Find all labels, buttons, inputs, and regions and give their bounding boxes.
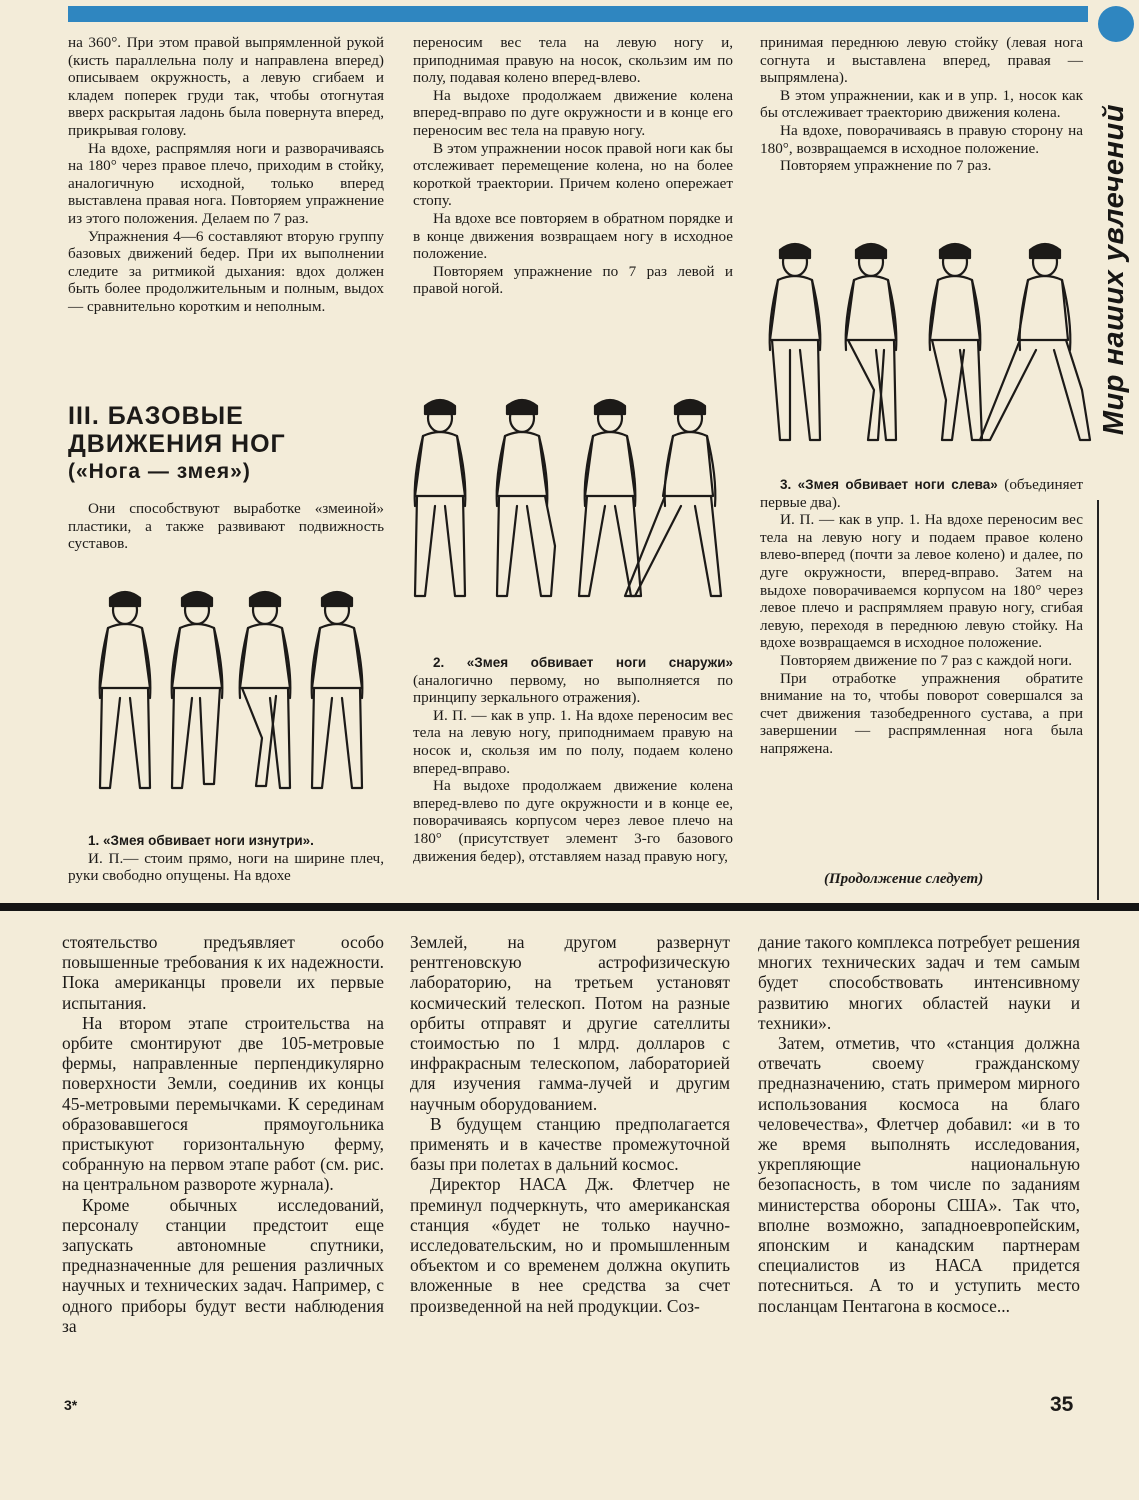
paragraph: В этом упражнении носок правой ноги как бы отслеживает перемещение колена, но на более короткой траектории. Причем колено опережает стопу.: [413, 139, 733, 210]
paragraph: На вдохе, распрямляя ноги и разворачиваясь на 180° через правое плечо, приходим в стойку, аналогичную исходной, только вперед выставлена правая нога. Повторяем упражнение из этого положения. Делаем по 7 раз.: [68, 139, 384, 227]
paragraph: При отработке упражнения обратите внимание на то, чтобы поворот совершался за счет движения тазобедренного сустава, а при завершении — распрямленная нога была напряжена.: [760, 669, 1083, 757]
exercise-1-title: 1. «Змея обвивает ноги изнутри».: [88, 833, 314, 848]
heading-subtitle: («Нога — змея»): [68, 460, 251, 483]
top-color-bar: [68, 6, 1088, 22]
paragraph: И. П. — как в упр. 1. На вдохе переносим вес тела на левую ногу и подаем правое колено влево-вперед (почти за левое колено) и далее, по дуге окружности, вперед-вправо. Затем на выдохе поворачиваемся корпусом на 180° через левое плечо и распрямляем правую ногу, сгибая левую, переходя в переднюю левую стойку. На вдохе возвращаемся в исходное положение.: [760, 511, 1083, 652]
figure-person-icon: [846, 244, 897, 440]
paragraph: Повторяем упражнение по 7 раз левой и правой ногой.: [413, 262, 733, 298]
continued-note: (Продолжение следует): [824, 871, 984, 887]
paragraph: дание такого комплекса потребует решения многих технических задач и тем самым будет способствовать интенсивному развитию многих областей науки и техники».: [758, 932, 1080, 1033]
heading-line: ДВИЖЕНИЯ НОГ: [68, 430, 286, 458]
paragraph: На втором этапе строительства на орбите смонтируют две 105-метровые фермы, направленные перпендикулярно поверхности Земли, соединив их концы 45-метровыми перемычками. К серединам образовавшегося прямоугольника пристыкуют горизонтальную ферму, собранную на первом этапе работ (см. рис. на центральном развороте журнала).: [62, 1012, 384, 1195]
paragraph: Землей, на другом развернут рентгеновскую астрофизическую лабораторию, на третьем установят космический телескоп. Потом на разные орбиты отправят и другие сателлиты стоимостью по 1 млрд. долларов с инфракрасным телескопом, лабораторией для изучения гамма-лучей и другим научным оборудованием.: [410, 932, 730, 1114]
page-number: 35: [1050, 1393, 1074, 1416]
figure-person-icon: [100, 592, 151, 788]
paragraph: В этом упражнении, как и в упр. 1, носок как бы отслеживает траекторию движения колена.: [760, 86, 1083, 122]
intro-paragraph: Они способствуют выработке «змеиной» пластики, а также развивают подвижность суставов.: [68, 500, 384, 553]
paragraph: Директор НАСА Дж. Флетчер не преминул подчеркнуть, что американская станция «будет не только научно-исследовательским, но и промышленным объектом и со временем должна окупить вложенные в нее средства за счет произведенной на ней продукции. Соз-: [410, 1174, 730, 1316]
exercise-2-title: 2. «Змея обвивает ноги снаружи»: [433, 655, 733, 670]
heading-line: III. БАЗОВЫЕ: [68, 402, 244, 430]
figure-exercise-2: [405, 394, 735, 619]
paragraph: Затем, отметив, что «станция должна отвечать своему гражданскому предназначению, стать примером мирного использования космоса на благо человечества», Флетчер добавил: «и в то же время выполнять исследования, укрепляющие национальную безопасность, в том числе по заданиям министерства обороны США». Так что, вполне возможно, западноевропейским, японским и канадским партнерам специалистов из НАСА придется потесниться. А то и уступить место посланцам Пентагона в космосе...: [758, 1033, 1080, 1316]
exercise-2-subtitle: (аналогично первому, но выполняется по принципу зеркального отражения).: [413, 671, 733, 707]
paragraph: переносим вес тела на левую ногу и, приподнимая правую на носок, скользим им по полу, подавая колено вперед-влево.: [413, 34, 733, 87]
top-column-3-lower: [760, 476, 1083, 758]
paragraph: Повторяем движение по 7 раз с каждой ноги.: [780, 651, 1073, 669]
section-title: Мир наших увлечений: [1097, 104, 1130, 436]
figure-person-icon: [240, 592, 291, 788]
section-circle-marker: [1098, 6, 1134, 42]
exercise-1-caption: [68, 832, 384, 885]
paragraph: Повторяем упражнение по 7 раз.: [780, 157, 992, 175]
section-title-vertical: [1092, 40, 1136, 500]
exercise-3-subtitle: (объединяет первые два).: [760, 476, 1084, 511]
figure-person-icon: [312, 592, 363, 788]
top-column-1: [68, 34, 384, 316]
section-heading: [68, 402, 388, 486]
top-column-3: [760, 34, 1083, 175]
paragraph: На выдохе продолжаем движение колена вперед-вправо по дуге окружности и в конце его переносим вес тела на правую ногу.: [413, 86, 733, 139]
paragraph: На вдохе, поворачиваясь в правую сторону на 180°, возвращаемся в исходное положение.: [760, 121, 1083, 157]
figure-person-icon: [579, 400, 641, 596]
paragraph: на 360°. При этом правой выпрямленной рукой (кисть параллельна полу и направлена вперед) описываем окружность, а левую сгибаем и кладем поперек груди так, чтобы отогнутая вверх раскрытая ладонь была повернута вперед, прикрывая голову.: [68, 34, 384, 139]
figure-person-icon: [172, 592, 223, 788]
figure-person-icon: [497, 400, 555, 596]
paragraph: В будущем станцию предполагается применять и в качестве промежуточной базы при полетах в дальний космос.: [410, 1113, 730, 1175]
paragraph: И. П.— стоим прямо, ноги на ширине плеч, руки свободно опущены. На вдохе: [68, 849, 384, 885]
paragraph: И. П. — как в упр. 1. На вдохе переносим вес тела на левую ногу, приподнимаем правую на носок и, скользя им по полу, подаем колено вперед-вправо.: [413, 706, 733, 777]
figure-person-icon: [415, 400, 466, 596]
bottom-column-2: [410, 932, 730, 1316]
paragraph: На вдохе все повторяем в обратном порядке и в конце движения возвращаем ногу в исходное положение.: [413, 209, 733, 263]
side-rule: [1097, 500, 1099, 900]
top-column-2-lower: [413, 654, 733, 865]
figure-person-icon: [980, 244, 1090, 440]
paragraph: На выдохе продолжаем движение колена вперед-влево по дуге окружности и в конце ее, поворачиваясь корпусом через левое плечо на 180° (присутствует элемент 3-го базового движения бедер), отставляем назад правую ногу,: [413, 777, 733, 865]
figure-exercise-3: [760, 238, 1090, 463]
bottom-column-3: [758, 932, 1080, 1316]
signature-mark: 3*: [64, 1397, 78, 1413]
figure-person-icon: [770, 244, 821, 440]
section-divider: [0, 903, 1139, 911]
paragraph: стоятельство предъявляет особо повышенные требования к их надежности. Пока американцы провели их первые испытания.: [62, 932, 384, 1013]
exercise-3-title: 3. «Змея обвивает ноги слева»: [780, 477, 998, 492]
top-column-2: [413, 34, 733, 298]
bottom-column-1: [62, 932, 384, 1336]
paragraph: Упражнения 4—6 составляют вторую группу базовых движений бедер. При их выполнении следите за ритмикой дыхания: вдох должен быть более продолжительным и полным, выдох — сравнительно коротким и неполным.: [68, 227, 384, 315]
paragraph: Кроме обычных исследований, персоналу станции предстоит еще запускать автономные спутники, предназначенные для решения различных научных и технических задач. Например, с одного приборы будут вести наблюдения за: [62, 1194, 384, 1336]
figure-person-icon: [930, 244, 982, 440]
figure-exercise-1: [90, 586, 380, 806]
paragraph: принимая переднюю левую стойку (левая нога согнута и выставлена вперед, правая — выпрямлена).: [760, 34, 1083, 87]
